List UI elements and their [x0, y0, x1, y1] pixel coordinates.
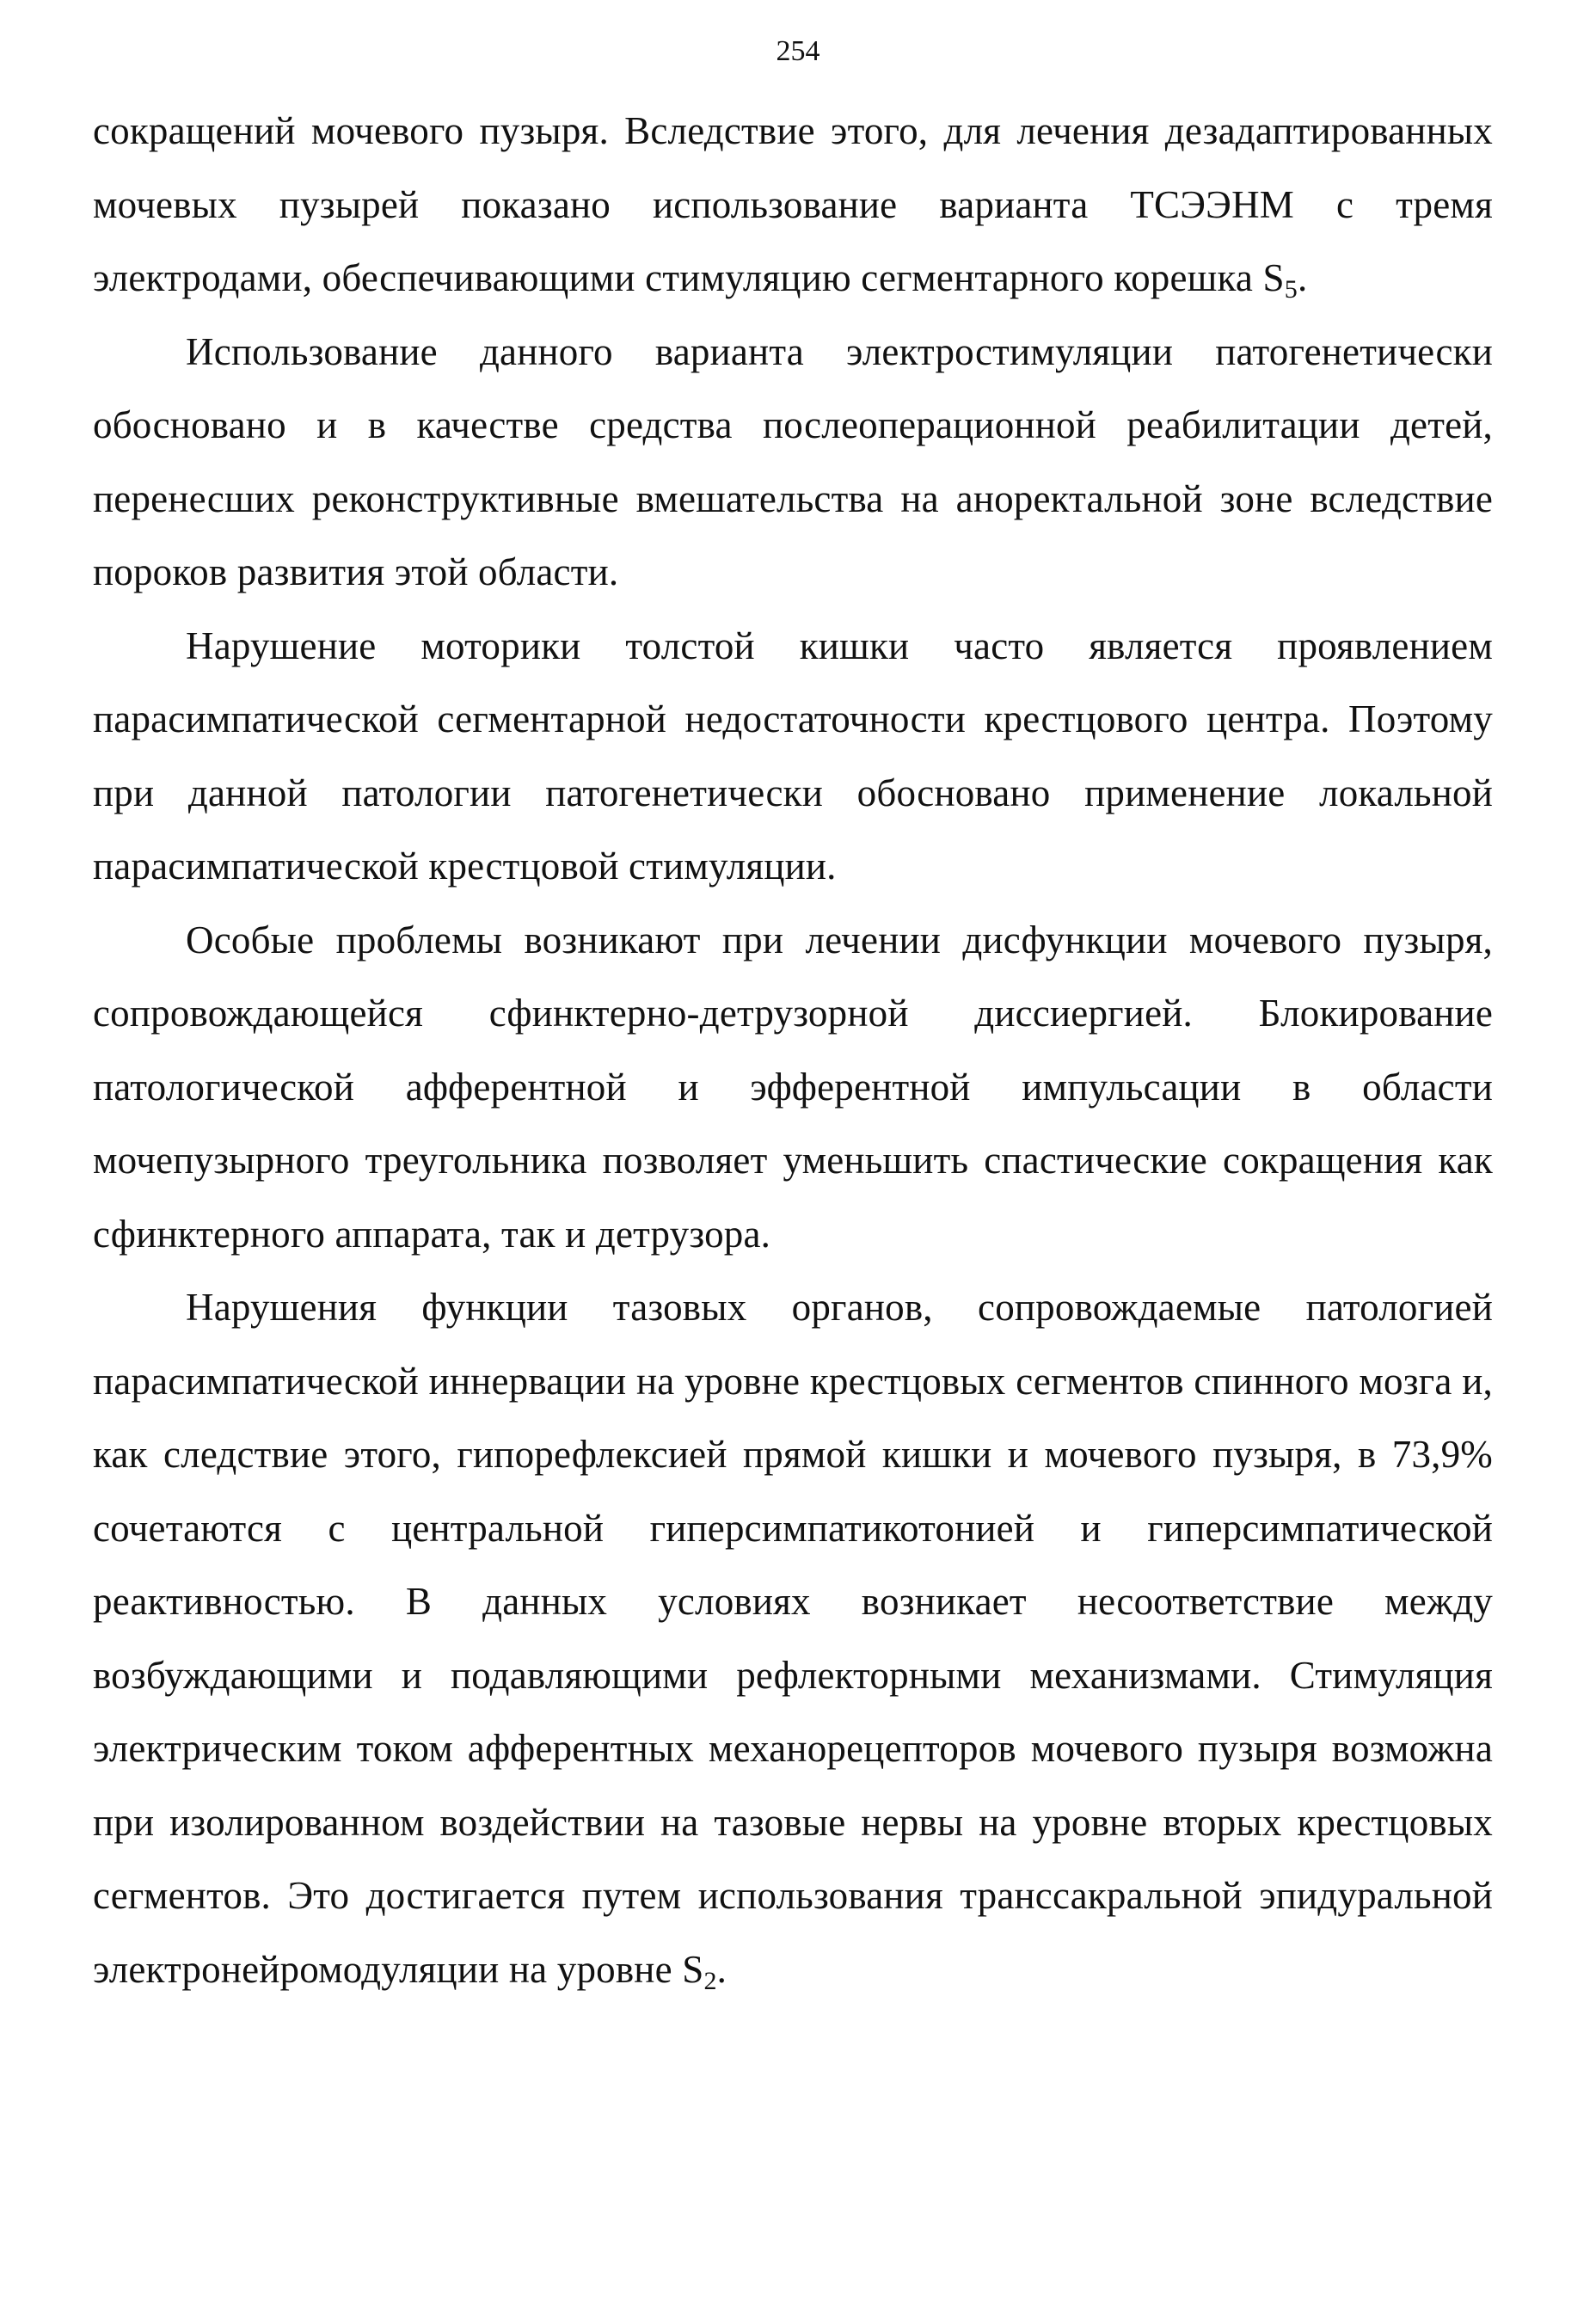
paragraph-1 — [93, 95, 1493, 316]
paragraph-4 — [93, 904, 1493, 1272]
paragraph-5-subscript: 2 — [703, 1966, 717, 1995]
paragraph-5-text: Нарушения функции тазовых органов, сопровождаемые патологией парасимпатической иннервации на уровне крестцовых сегментов спинного мозга и, как следствие этого, гипорефлексией прямой кишки и мочевого пузыря, в 73,9% сочетаются с центральной гиперсимпатикотонией и гиперсимпатической реактивностью. В данных условиях возникает несоответствие между возбуждающими и подавляющими рефлекторными механизмами. Стимуляция электрическим током афферентных механорецепторов мочевого пузыря возможна при изолированном воздействии на тазовые нервы на уровне вторых крестцовых сегментов. Это достигается путем использования транссакральной эпидуральной электронейромодуляции на уровне S — [93, 1286, 1493, 1991]
paragraph-5-tail: . — [716, 1947, 727, 1991]
paragraph-3 — [93, 610, 1493, 904]
paragraph-1-tail: . — [1297, 256, 1308, 299]
paragraph-2 — [93, 316, 1493, 610]
document-body — [93, 95, 1493, 2006]
paragraph-5 — [93, 1271, 1493, 2006]
paragraph-3-text: Нарушение моторики толстой кишки часто является проявлением парасимпатической сегментарной недостаточности крестцового центра. Поэтому при данной патологии патогенетически обосновано применение локальной парасимпатической крестцовой стимуляции. — [93, 624, 1493, 888]
paragraph-4-text: Особые проблемы возникают при лечении дисфункции мочевого пузыря, сопровождающейся сфинктерно-детрузорной диссиергией. Блокирование патологической афферентной и эфферентной импульсации в области мочепузырного треугольника позволяет уменьшить спастические сокращения как сфинктерного аппарата, так и детрузора. — [93, 918, 1493, 1256]
paragraph-1-text: сокращений мочевого пузыря. Вследствие этого, для лечения дезадаптированных мочевых пузырей показано использование варианта ТСЭЭНМ с тремя электродами, обеспечивающими стимуляцию сегментарного корешка S — [93, 109, 1493, 299]
page-number: 254 — [776, 35, 820, 67]
paragraph-2-text: Использование данного варианта электростимуляции патогенетически обосновано и в качестве средства послеоперационной реабилитации детей, перенесших реконструктивные вмешательства на аноректальной зоне вследствие пороков развития этой области. — [93, 329, 1493, 593]
paragraph-1-subscript: 5 — [1284, 275, 1298, 304]
